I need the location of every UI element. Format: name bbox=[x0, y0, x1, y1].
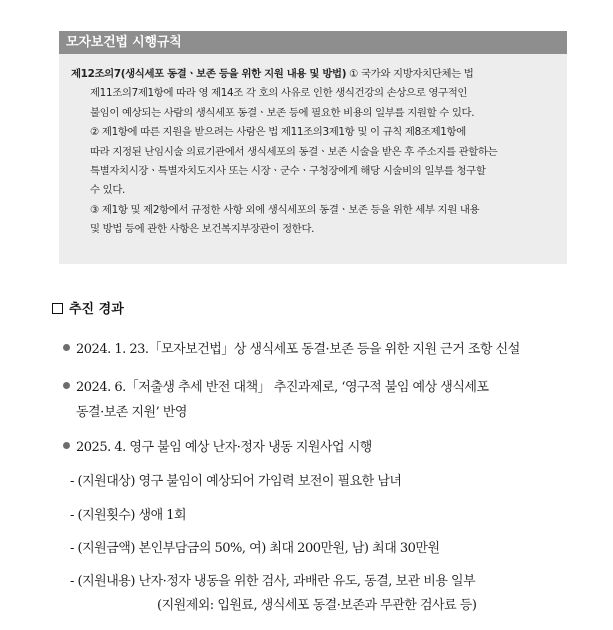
list-item-text: 2025. 4. 영구 불임 예상 난자·정자 냉동 지원사업 시행 bbox=[76, 440, 372, 455]
section-title bbox=[52, 301, 124, 319]
bullet-dot-icon bbox=[63, 382, 70, 389]
article-line: ③ 제1항 및 제2항에서 규정한 사항 외에 생식세포의 동결ㆍ보존 등을 위한 세부 지원 내용 bbox=[90, 203, 480, 216]
article-line: 특별자치시장ㆍ특별자치도지사 또는 시장ㆍ군수ㆍ구청장에게 해당 시술비의 일부를 청구할 bbox=[90, 165, 486, 178]
bullet-dot-icon bbox=[63, 344, 70, 351]
article-line: 제11조의7제1항에 따라 영 제14조 각 호의 사유로 인한 생식건강의 손상으로 영구적인 bbox=[90, 87, 468, 100]
bullet-dot-icon bbox=[63, 442, 70, 449]
list-item bbox=[63, 337, 520, 362]
list-item bbox=[63, 435, 372, 460]
article-line: ① 국가와 지방자치단체는 법 bbox=[349, 68, 474, 80]
article-line: 수 있다. bbox=[90, 184, 125, 197]
sub-item bbox=[70, 504, 186, 528]
sub-item bbox=[70, 570, 476, 618]
sub-item-text: - (지원금액) 본인부담금의 50%, 여) 최대 200만원, 남) 최대 30만원 bbox=[70, 541, 440, 556]
sub-item bbox=[70, 537, 440, 561]
list-item bbox=[63, 375, 489, 425]
article-line: 따라 지정된 난임시술 의료기관에서 생식세포의 동결ㆍ보존 시술을 받은 후 주소지를 관할하는 bbox=[90, 145, 498, 158]
article-line: 및 방법 등에 관한 사항은 보건복지부장관이 정한다. bbox=[90, 223, 315, 236]
square-bullet-icon bbox=[52, 303, 63, 314]
article-first-line bbox=[71, 65, 557, 84]
article-line: 불임이 예상되는 사람의 생식세포 동결ㆍ보존 등에 필요한 비용의 일부를 지원할 수 있다. bbox=[90, 106, 475, 119]
list-item-text: 2024. 1. 23.「모자보건법」상 생식세포 동결·보존 등을 위한 지원 근거 조항 신설 bbox=[76, 342, 520, 357]
list-item-text: 2024. 6.「저출생 추세 반전 대책」 추진과제로, ‘영구적 불임 예상 생식세포 bbox=[76, 380, 489, 395]
sub-item-text: - (지원대상) 영구 불임이 예상되어 가임력 보전이 필요한 남녀 bbox=[70, 474, 402, 489]
regulation-box-header: 모자보건법 시행규칙 bbox=[59, 31, 567, 54]
article-line: ② 제1항에 따른 지원을 받으려는 사람은 법 제11조의3제1항 및 이 규칙 제8조제1항에 bbox=[90, 126, 466, 139]
sub-item-continuation: (지원제외: 입원료, 생식세포 동결·보존과 무관한 검사료 등) bbox=[157, 598, 477, 613]
section-title-text: 추진 경과 bbox=[69, 302, 124, 317]
sub-item bbox=[70, 470, 402, 494]
regulation-box bbox=[59, 31, 567, 264]
list-item-continuation: 동결·보존 지원’ 반영 bbox=[76, 405, 187, 420]
article-heading: 제12조의7(생식세포 동결ㆍ보존 등을 위한 지원 내용 및 방법) bbox=[71, 68, 347, 80]
regulation-article bbox=[59, 54, 567, 240]
sub-item-text: - (지원횟수) 생애 1회 bbox=[70, 508, 187, 523]
sub-item-text: - (지원내용) 난자·정자 냉동을 위한 검사, 과배란 유도, 동결, 보관 비용 일부 bbox=[70, 574, 476, 589]
